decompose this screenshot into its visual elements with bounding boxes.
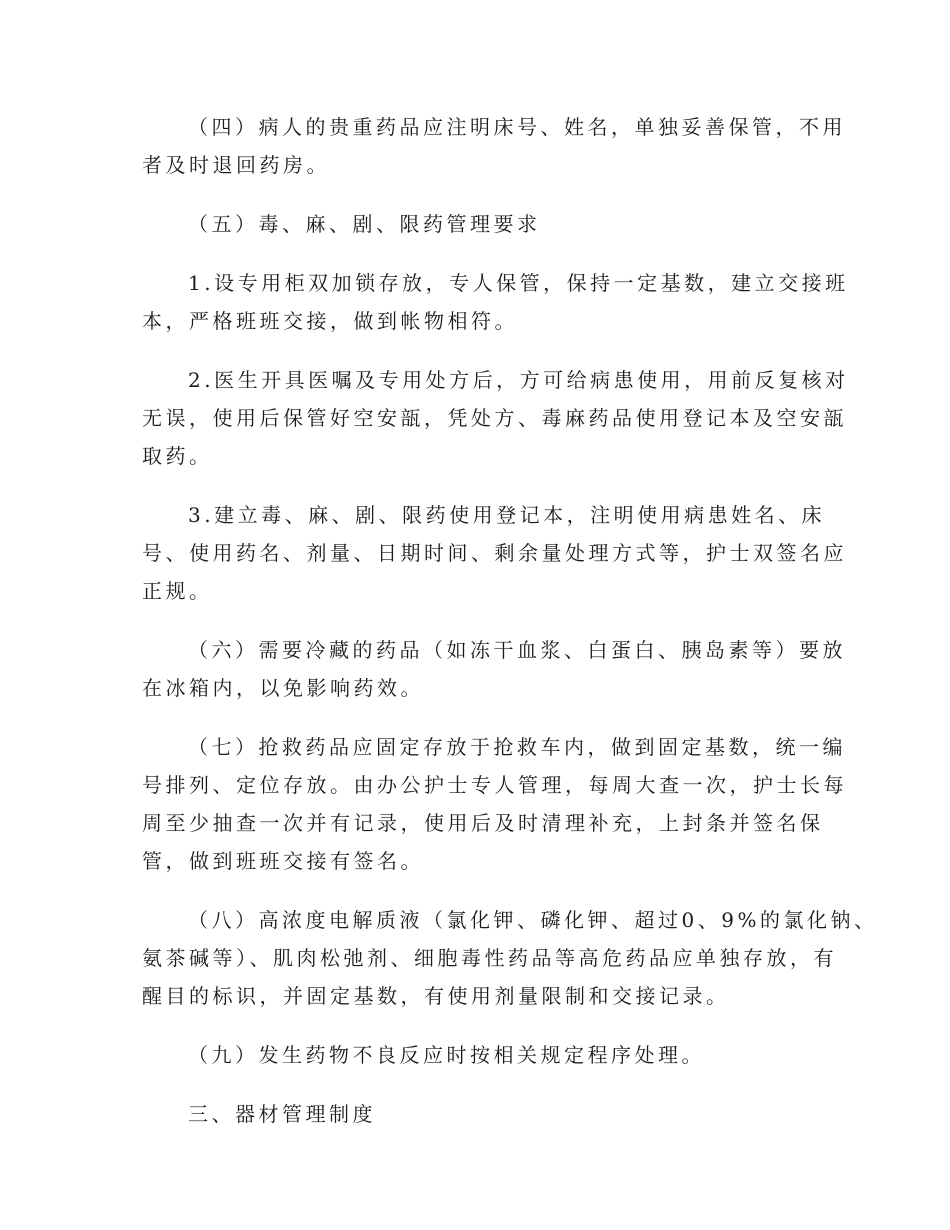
text-line: 管，做到班班交接有签名。	[142, 849, 424, 873]
text-line: 正规。	[142, 579, 213, 603]
text-line: 号、使用药名、剂量、日期时间、剩余量处理方式等，护士双签名应	[142, 541, 847, 565]
section-heading-equipment	[142, 1095, 810, 1133]
text-line: 取药。	[142, 444, 213, 468]
paragraph-item-3	[142, 496, 847, 610]
text-line: 者及时退回药房。	[142, 153, 330, 177]
paragraph-adverse-reactions	[142, 1036, 810, 1074]
paragraph-item-1	[142, 264, 849, 340]
text-line: （八）高浓度电解质液（氯化钾、磷化钾、超过0、9%的氯化钠、	[188, 908, 878, 932]
paragraph-valuable-drugs	[142, 108, 846, 184]
paragraph-emergency-drugs	[142, 728, 847, 880]
text-line: （六）需要冷藏的药品（如冻干血浆、白蛋白、胰岛素等）要放	[188, 638, 846, 662]
text-line: 周至少抽查一次并有记录，使用后及时清理补充，上封条并签名保	[142, 811, 824, 835]
text-line: 三、器材管理制度	[188, 1102, 376, 1126]
text-line: 无误，使用后保管好空安瓿，凭处方、毒麻药品使用登记本及空安瓿	[142, 406, 847, 430]
text-line: 号排列、定位存放。由办公护士专人管理，每周大查一次，护士长每	[142, 773, 847, 797]
paragraph-high-risk-drugs	[142, 901, 878, 1015]
text-line: 在冰箱内，以免影响药效。	[142, 676, 424, 700]
text-line: （五）毒、麻、剧、限药管理要求	[188, 212, 541, 236]
text-line: 1.设专用柜双加锁存放，专人保管，保持一定基数，建立交接班	[188, 271, 849, 295]
text-line: 醒目的标识，并固定基数，有使用剂量限制和交接记录。	[142, 984, 730, 1008]
text-line: （四）病人的贵重药品应注明床号、姓名，单独妥善保管，不用	[188, 115, 846, 139]
text-line: 本，严格班班交接，做到帐物相符。	[142, 309, 518, 333]
text-line: 氨茶碱等）、肌肉松弛剂、细胞毒性药品等高危药品应单独存放，有	[142, 946, 837, 970]
text-line: （九）发生药物不良反应时按相关规定程序处理。	[188, 1043, 705, 1067]
text-line: （七）抢救药品应固定存放于抢救车内，做到固定基数，统一编	[188, 735, 846, 759]
document-body	[142, 108, 878, 1154]
paragraph-item-2	[142, 361, 849, 475]
text-line: 2.医生开具医嘱及专用处方后，方可给病患使用，用前反复核对	[188, 368, 849, 392]
paragraph-controlled-drugs-heading	[142, 205, 810, 243]
paragraph-refrigerated-drugs	[142, 631, 846, 707]
text-line: 3.建立毒、麻、剧、限药使用登记本，注明使用病患姓名、床	[188, 503, 826, 527]
